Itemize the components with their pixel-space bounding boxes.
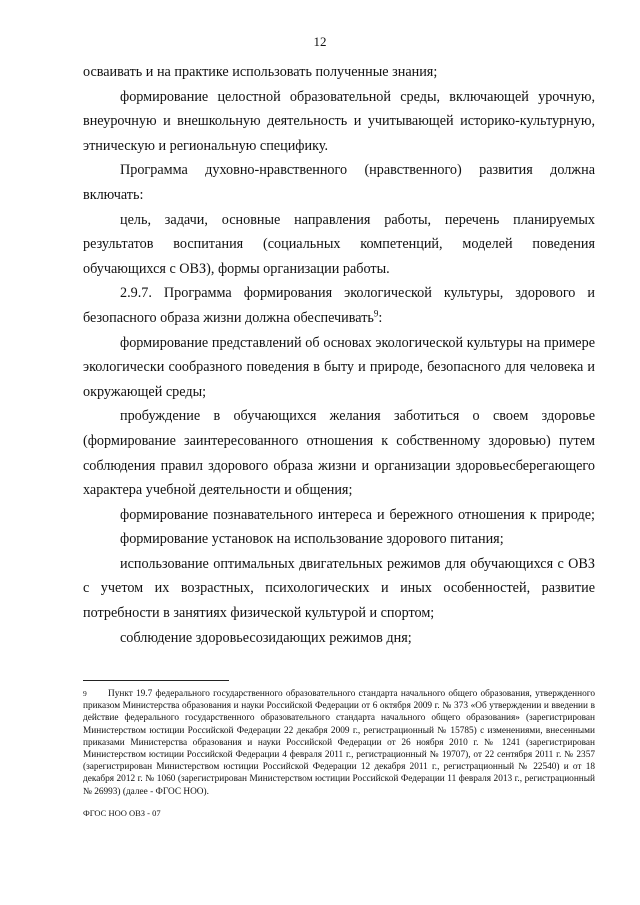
document-code: ФГОС НОО ОВЗ - 07 — [83, 808, 161, 818]
footnote-text: Пункт 19.7 федерального государственного образовательного стандарта начального общего образования, утвержденного приказом Министерства образования и науки Российской Федерации от 6 октября 2009 г. № 373 «Об утверждении и введении в действие федерального государственного образовательного стандарта начального общего образования» (зарегистрирован Министерством юстиции Российской Федерации 22 декабря 2009 г., регистрационный № 15785) с изменениями, внесенными приказами Министерства образования и науки Российской Федерации от 26 ноября 2010 г. № 1241 (зарегистрирован Министерством юстиции Российской Федерации 4 февраля 2011 г., регистрационный № 19707), от 22 сентября 2011 г. № 2357 (зарегистрирован Министерством юстиции Российской Федерации 12 декабря 2011 г., регистрационный № 22540) и от 18 декабря 2012 г. № 1060 (зарегистрирован Министерством юстиции Российской Федерации 11 февраля 2013 г., регистрационный № 26993) (далее - ФГОС НОО). — [83, 689, 595, 797]
footnote-divider — [83, 680, 229, 681]
paragraph-4: цель, задачи, основные направления работы, перечень планируемых результатов воспитания (социальных компетенций, моделей поведения обучающихся с ОВЗ), формы организации работы. — [83, 211, 595, 277]
body-text — [83, 60, 595, 650]
footnote-mark: 9 — [83, 689, 87, 698]
paragraph-7: пробуждение в обучающихся желания заботиться о своем здоровье (формирование заинтересованного отношения к собственному здоровью) путем соблюдения правил здорового образа жизни и организации здоровьесберегающего характера учебной деятельности и общения; — [83, 408, 595, 499]
paragraph-10: использование оптимальных двигательных режимов для обучающихся с ОВЗ с учетом их возрастных, психологических и иных особенностей, развитие потребности в занятиях физической культурой и спортом; — [83, 555, 595, 622]
paragraph-8: формирование познавательного интереса и бережного отношения к природе; — [120, 506, 595, 523]
footnote-ref-9[interactable]: 9 — [373, 308, 379, 319]
page-number: 12 — [313, 34, 327, 49]
paragraph-6: формирование представлений об основах экологической культуры на примере экологически сообразного поведения в быту и природе, безопасного для человека и окружающей среды; — [83, 334, 595, 400]
paragraph-5 — [83, 281, 595, 330]
paragraph-2: формирование целостной образовательной среды, включающей урочную, внеурочную и внешкольную деятельность и учитывающей историко-культурную, этническую и региональную специфику. — [83, 88, 595, 154]
paragraph-5-tail: : — [378, 309, 383, 326]
footnote — [83, 688, 595, 798]
paragraph-5-text: 2.9.7. Программа формирования экологической культуры, здорового и безопасного образа жизни должна обеспечивать — [83, 285, 595, 326]
paragraph-1: осваивать и на практике использовать полученные знания; — [83, 64, 438, 80]
paragraph-3: Программа духовно-нравственного (нравственного) развития должна включать: — [83, 162, 595, 203]
paragraph-11: соблюдение здоровьесозидающих режимов дня; — [120, 629, 412, 646]
paragraph-9: формирование установок на использование здорового питания; — [120, 531, 504, 548]
